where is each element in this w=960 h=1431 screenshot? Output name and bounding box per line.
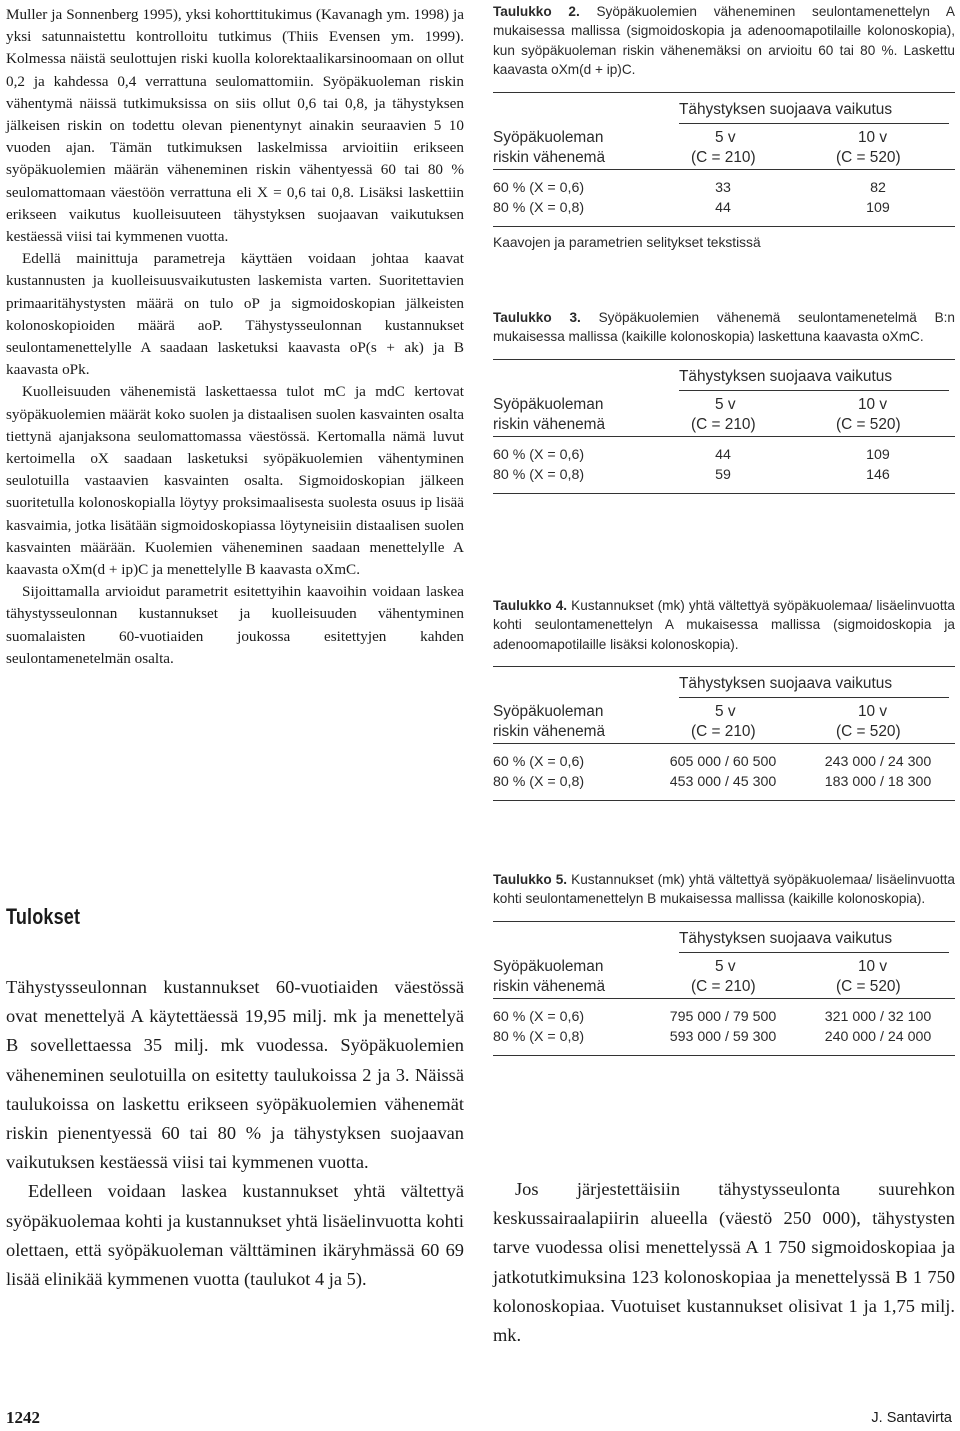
- table-caption: [493, 870, 955, 909]
- span-header: Tähystyksen suojaava vaikutus: [679, 367, 893, 385]
- table-row: [493, 1029, 955, 1049]
- column-subheader: (C = 210): [691, 148, 756, 166]
- table-caption: [493, 596, 955, 654]
- column-header: 5 v: [715, 703, 736, 721]
- table-cell: 59: [715, 466, 731, 483]
- row-label: 60 % (X = 0,6): [493, 179, 585, 196]
- table-cell: 243 000 / 24 300: [824, 754, 932, 771]
- table-cell: 321 000 / 32 100: [824, 1008, 932, 1025]
- header-rule: [679, 390, 949, 391]
- body-paragraph: Kuolleisuuden vähenemistä laskettaessa tulot mC ja mdC kertovat syöpäkuolemien määrät koko suolen ja distaalisen suolen kasvainten osalta tiettynä ajanjaksona seulomattomassa väestössä. Kertomalla nämä luvut kertoimella oX saadaan lasketuksi syöpäkuolemien vähentyminen seulotuilla vastaavien kasvainten osalta. Sigmoidoskopian jälkeen suoritetulla kolonoskopialla löytyy proksimaalisesta suolesta osuus ip lisää kasvaimia, jotka lisätään sigmoidoskopiassa löytyneisiin distaalisen suolen kasvainten määrään. Kuolemien väheneminen saadaan menettelylle A kaavasta oXm(d + ip)C ja menettelylle B kaavasta oXmC.: [6, 383, 464, 579]
- table-cell: 109: [866, 446, 890, 463]
- table-label: Taulukko 4.: [493, 598, 568, 613]
- table-caption: [493, 308, 955, 347]
- header-rule: [679, 697, 949, 698]
- column-subheader: (C = 520): [836, 415, 901, 433]
- table-3: [493, 308, 955, 494]
- row-label: 80 % (X = 0,8): [493, 199, 585, 216]
- row-label: 60 % (X = 0,6): [493, 1008, 585, 1025]
- column-header: 10 v: [858, 703, 888, 721]
- row-header: riskin vähenemä: [493, 148, 606, 166]
- header-rule: [679, 952, 949, 953]
- table-caption: [493, 2, 955, 80]
- section-heading-results: Tulokset: [6, 904, 81, 929]
- column-header: 10 v: [858, 957, 888, 975]
- table-cell: 82: [870, 179, 886, 196]
- table-cell: 605 000 / 60 500: [669, 754, 777, 771]
- results-text: [6, 973, 464, 1294]
- column-header: 5 v: [715, 957, 736, 975]
- body-paragraph: Edellä mainittuja parametreja käyttäen voidaan johtaa kaavat kustannusten ja kuolleisuusvaikutusten laskemista varten. Suoritettavien primaaritähystysten määrä on tulo oP ja sigmoidoskopian jälkeisten kolonoskopioiden määrä aoP. Tähystysseulonnan kustannukset seulontamenettelylle A saadaan lasketuksi kaavasta oP(s + ak) ja B kaavasta oPk.: [6, 250, 464, 379]
- row-header: riskin vähenemä: [493, 415, 606, 433]
- table-footnote: Kaavojen ja parametrien selitykset tekstissä: [493, 234, 761, 250]
- span-header: Tähystyksen suojaava vaikutus: [679, 675, 893, 693]
- table-cell: 44: [715, 446, 731, 463]
- table-row: [493, 447, 955, 467]
- column-subheader: (C = 210): [691, 415, 756, 433]
- header-rule: [679, 123, 949, 124]
- table-header: [493, 666, 955, 744]
- table-header: [493, 92, 955, 170]
- column-header: 5 v: [715, 395, 736, 413]
- column-subheader: (C = 520): [836, 723, 901, 741]
- table-cell: 33: [715, 179, 731, 196]
- row-header: Syöpäkuoleman: [493, 703, 604, 721]
- table-body: [493, 170, 955, 227]
- column-header: 5 v: [715, 128, 736, 146]
- table-caption-text: Syöpäkuolemien vähenemä seulontamenetelmä B:n mukaisessa mallissa (kaikille kolonoskopia) laskettuna kaavasta oXmC.: [493, 310, 955, 345]
- row-label: 60 % (X = 0,6): [493, 446, 585, 463]
- table-body: [493, 999, 955, 1056]
- closing-paragraph: Jos järjestettäisiin tähystysseulonta suurehkon keskussairaalapiirin alueella (väestö 250 000), tähystysten tarve vuodessa olisi menettelyssä A 1 750 sigmoidoskopiaa ja jatkotutkimuksina 123 kolonoskopiaa ja menettelyssä B 1 750 kolonoskopiaa. Vuotuiset kustannukset olisivat 1 ja 1,75 milj. mk.: [493, 1179, 955, 1346]
- table-4: [493, 596, 955, 801]
- row-label: 80 % (X = 0,8): [493, 466, 585, 483]
- table-label: Taulukko 3.: [493, 310, 581, 325]
- table-label: Taulukko 2.: [493, 4, 580, 19]
- results-paragraph: Edelleen voidaan laskea kustannukset yhtä vältettyä syöpäkuolemaa kohti ja kustannukset yhtä lisäelinvuotta kohti olettaen, että syöpäkuoleman välttäminen ikäryhmässä 60 69 lisää elinikää kymmenen vuotta (taulukot 4 ja 5).: [6, 1181, 464, 1290]
- running-footer-author: J. Santavirta: [871, 1410, 952, 1426]
- table-5: [493, 870, 955, 1056]
- span-header: Tähystyksen suojaava vaikutus: [679, 929, 893, 947]
- table-row: [493, 180, 955, 200]
- table-2: [493, 2, 955, 250]
- table-cell: 109: [866, 199, 890, 216]
- body-paragraph: Sijoittamalla arvioidut parametrit esitettyihin kaavoihin voidaan laskea tähystysseulonnan kustannukset ja kuolleisuuden vähentyminen suomalaisten 60-vuotiaiden joukossa esitettyjen kahden seulontamenetelmän osalta.: [6, 583, 464, 667]
- table-body: [493, 744, 955, 801]
- table-row: [493, 200, 955, 220]
- row-header: Syöpäkuoleman: [493, 957, 604, 975]
- table-caption-text: Kustannukset (mk) yhtä vältettyä syöpäkuolemaa/ lisäelinvuotta kohti seulontamenettelyn A mukaisessa mallissa (sigmoidoskopia ja adenoomapotilaille lisäksi kolonoskopia).: [493, 598, 955, 652]
- table-row: [493, 467, 955, 487]
- results-paragraph: Tähystysseulonnan kustannukset 60-vuotiaiden väestössä ovat menettelyä A käytettäessä 19,95 milj. mk ja menettelyä B sovellettaessa 35 milj. mk vuodessa. Syöpäkuolemien väheneminen seulotuilla on esitetty taulukoissa 2 ja 3. Näissä taulukoissa on laskettu erikseen syöpäkuolemien vähenemät riskin pienentyessä 60 tai 80 % ja tähystyksen suojaavan vaikutuksen kestäessä viisi tai kymmenen vuotta.: [6, 977, 464, 1173]
- table-label: Taulukko 5.: [493, 872, 568, 887]
- table-caption-text: Kustannukset (mk) yhtä vältettyä syöpäkuolemaa/ lisäelinvuotta kohti seulontamenettelyn B mukaisessa mallissa (kaikille kolonoskopia).: [493, 872, 955, 907]
- page-number: 1242: [6, 1408, 40, 1427]
- row-label: 80 % (X = 0,8): [493, 774, 585, 791]
- table-cell: 593 000 / 59 300: [669, 1028, 777, 1045]
- row-header: riskin vähenemä: [493, 977, 606, 995]
- table-caption-text: Syöpäkuolemien väheneminen seulontamenettelyn A mukaisessa mallissa (sigmoidoskopia ja adenoomapotilaille kolonoskopia), kun syöpäkuoleman riskin vähenemäksi on arvioitu 60 tai 80 %. Laskettu kaavasta oXm(d + ip)C.: [493, 4, 955, 78]
- row-header: Syöpäkuoleman: [493, 128, 604, 146]
- table-cell: 453 000 / 45 300: [669, 774, 777, 791]
- left-column-text: [6, 4, 464, 670]
- table-row: [493, 1009, 955, 1029]
- column-subheader: (C = 520): [836, 977, 901, 995]
- table-body: [493, 437, 955, 494]
- span-header: Tähystyksen suojaava vaikutus: [679, 100, 893, 118]
- column-subheader: (C = 210): [691, 723, 756, 741]
- row-header: riskin vähenemä: [493, 723, 606, 741]
- table-cell: 183 000 / 18 300: [824, 774, 932, 791]
- table-cell: 795 000 / 79 500: [669, 1008, 777, 1025]
- row-header: Syöpäkuoleman: [493, 395, 604, 413]
- table-cell: 240 000 / 24 000: [824, 1028, 932, 1045]
- table-header: [493, 921, 955, 999]
- table-cell: 44: [715, 199, 731, 216]
- column-subheader: (C = 520): [836, 148, 901, 166]
- column-subheader: (C = 210): [691, 977, 756, 995]
- table-cell: 146: [866, 466, 890, 483]
- table-row: [493, 754, 955, 774]
- row-label: 60 % (X = 0,6): [493, 754, 585, 771]
- column-header: 10 v: [858, 128, 888, 146]
- body-paragraph: Muller ja Sonnenberg 1995), yksi kohorttitukimus (Kavanagh ym. 1998) ja yksi satunnaistettu kontrolloitu tutkimus (Thiis Evensen ym. 1999). Kolmessa näistä seulottujen riski kuolla kolorektaalikarsinoomaan on ollut 0,2 ja kahdessa 0,4 verrattuna seulomattomiin. Syöpäkuoleman riskin vähentymä näissä tutkimuksissa on siis ollut 0,6 tai 0,8, ja tähystyksen jälkeisen riskin on todettu olevan pienentynyt ainakin seuraavien 5 10 vuoden ajan. Tämän tutkimuksen laskelmissa arvioitiin erikseen syöpäkuolemien määrän väheneminen riskin vähentyessä 60 tai 80 % seulomattomaan väestöön verrattuna eli X = 0,6 tai 0,8. Lisäksi laskettiin erikseen vaikutus kuolleisuuteen tähystyksen suojaavan vaikutuksen kestäessä viisi tai kymmenen vuotta.: [6, 6, 464, 246]
- table-header: [493, 359, 955, 437]
- row-label: 80 % (X = 0,8): [493, 1028, 585, 1045]
- table-row: [493, 774, 955, 794]
- column-header: 10 v: [858, 395, 888, 413]
